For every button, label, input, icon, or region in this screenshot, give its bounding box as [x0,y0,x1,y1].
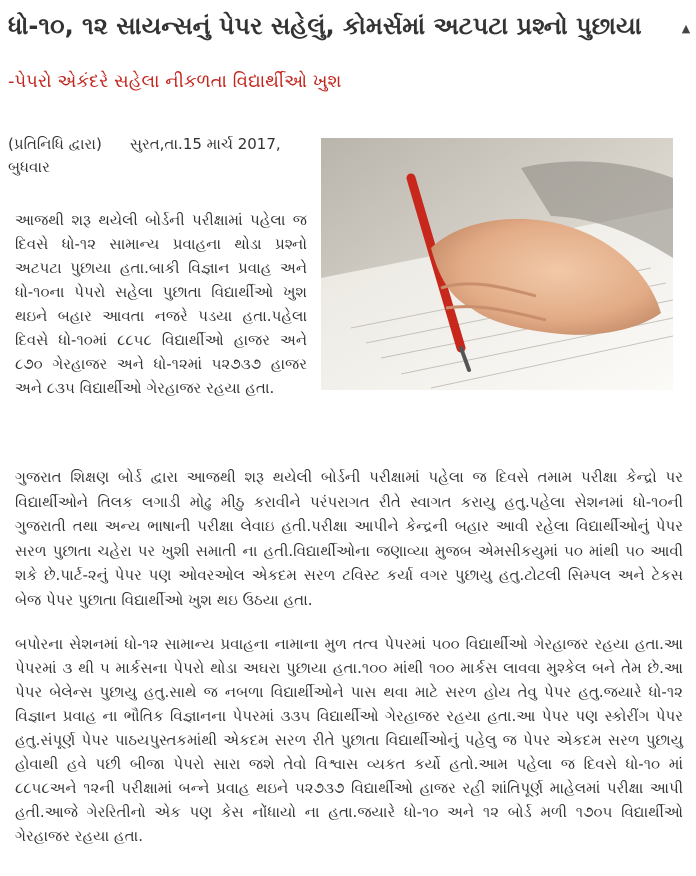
article-photo [321,138,673,390]
paragraph-1: આજથી શરૂ થયેલી બોર્ડની પરીક્ષામાં પહેલા જ દિવસે ધો-૧૨ સામાન્ય પ્રવાહના થોડા પ્રશ્નો અટપટા પુછાયા હતા.બાકી વિજ્ઞાન પ્રવાહ અને ધો-૧૦ના પેપરો સહેલા પુછાતા વિદ્યાર્થીઓ ખુશ થઇને બહાર આવતા નજરે પડયા હતા.પહેલા દિવસે ધો-૧૦માં ૮૮૫૮ વિદ્યાર્થીઓ હાજર અને ૮૭૦ ગેરહાજર અને ધો-૧૨માં ૫૨૭૩૭ હાજર અને ૮૩૫ વિદ્યાર્થીઓ ગેરહાજર રહયા હતા. [15,211,307,397]
byline-dateline: સુરત,તા.15 માર્ચ 2017, બુધવાર [8,135,281,176]
byline-source: (પ્રતિનિધિ દ્વારા) [8,135,102,153]
byline [8,133,308,179]
paragraph-3: બપોરના સેશનમાં ધો-૧૨ સામાન્ય પ્રવાહના નામાના મુળ તત્વ પેપરમાં ૫૦૦ વિદ્યાર્થીઓ ગેરહાજર રહયા હતા.આ પેપરમાં ૩ થી ૫ માર્કસના પેપરો થોડા અઘરા પુછાયા હતા.૧૦૦ માંથી ૧૦૦ માર્કસ લાવવા મુશ્કેલ બને તેમ છે.આ પેપર બેલેન્સ પુછાયુ હતુ.સાથે જ નબળા વિદ્યાર્થીઓને પાસ થવા માટે સરળ હોય તેવુ પેપર હતુ.જયારે ધો-૧૨ વિજ્ઞાન પ્રવાહ ના ભૌતિક વિજ્ઞાનના પેપરમાં ૩૩૫ વિદ્યાર્થીઓ ગેરહાજર રહયા હતા.આ પેપર પણ સ્કોરીંગ પેપર હતુ.સંપૂર્ણ પેપર પાઠયપુસ્તકમાંથી એકદમ સરળ રીતે પુછાતા વિદ્યાર્થીઓનું પહેલુ જ પેપર એકદમ સરળ પુછાયુ હોવાથી હવે પછી બીજા પેપરો સારા જશે તેવો વિશ્વાસ વ્યકત કર્યો હતો.આમ પહેલા જ દિવસે ધો-૧૦ માં ૮૮૫૮અને ૧૨ની પરીક્ષામાં બન્ને પ્રવાહ થઇને ૫૨૭૩૭ વિદ્યાર્થીઓ હાજર રહી શાંતિપૂર્ણ માહેલમાં પરીક્ષા આપી હતી.આજે ગેરરિતીનો એક પણ કેસ નોંધાયો ના હતા.જયારે ધો-૧૦ અને ૧૨ બોર્ડ મળી ૧૭૦૫ વિદ્યાર્થીઓ ગેરહાજર રહયા હતા. [15,635,683,845]
article-subhead: -પેપરો એકંદરે સહેલા નીકળતા વિદ્યાર્થીઓ ખુશ [8,71,342,92]
paragraph-2: ગુજરાત શિક્ષણ બોર્ડ દ્વારા આજથી શરૂ થયેલી બોર્ડની પરીક્ષામાં પહેલા જ દિવસે તમામ પરીક્ષા કેન્દ્રો પર વિદ્યાર્થીઓને તિલક લગાડી મોઢુ મીઠુ કરાવીને પરંપરાગત રીતે સ્વાગત કરાયુ હતુ.પહેલા સેશનમાં ધો-૧૦ની ગુજરાતી તથા અન્ય ભાષાની પરીક્ષા લેવાઇ હતી.પરીક્ષા આપીને કેન્દ્રની બહાર આવી રહેલા વિદ્યાર્થીઓનું પેપર સરળ પુછાતા ચહેરા પર ખુશી સમાતી ના હતી.વિદ્યાર્થીઓના જણાવ્યા મુજબ એમસીકયુમાં ૫૦ માંથી ૫૦ આવી શકે છે.પાર્ટ-૨નું પેપર પણ ઓવરઓલ એકદમ સરળ ટવિસ્ટ કર્યા વગર પુછાયુ હતુ.ટોટલી સિમ્પલ અને ટેકસ બેજ પેપર પુછાતા વિદ્યાર્થીઓ ખુશ થઇ ઉઠયા હતા. [15,468,683,609]
article-headline: ધો-૧૦, ૧૨ સાયન્સનું પેપર સહેલું, કોમર્સમાં અટપટા પ્રશ્નો પુછાયા [8,12,642,40]
scroll-up-icon[interactable]: ▲ [681,22,691,35]
